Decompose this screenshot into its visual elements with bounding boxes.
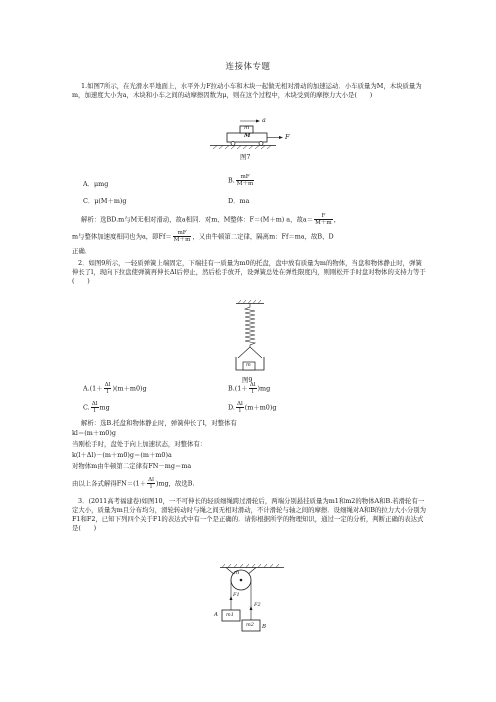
- solution-text: 1＋: [135, 479, 147, 488]
- figure-10-label-m2: m2: [246, 622, 254, 628]
- q2-solution-line-3: 当刚松手时，盘处于向上加速状态，对整体有：: [72, 440, 207, 448]
- option-text: mg: [99, 403, 110, 412]
- q1-option-c: C．μ(M＋m)g: [83, 197, 127, 205]
- fraction-numerator: Δl: [104, 382, 111, 388]
- option-text: (m＋m0)g: [114, 384, 147, 393]
- fraction-denominator: M＋m: [315, 220, 332, 226]
- q2-solution-line-5: 对物体m由牛顿第二定律有FN－mg＝ma: [72, 462, 192, 470]
- fraction-numerator: Δl: [249, 382, 256, 388]
- option-letter: A.: [83, 384, 90, 393]
- q2-solution-line-6: 由以上各式解得FN＝(1＋ $\frac{\Delta l}{l}$ )mg，故选B.: [72, 477, 195, 490]
- figure-10-label-m1: m1: [226, 612, 234, 618]
- figure-7-label-F: F: [285, 133, 290, 141]
- fraction-numerator: mF: [173, 230, 192, 237]
- solution-text: 解析：选BD.m与M无相对滑动，故a相同．对m、M整体：F＝(M＋m) a，故a＝: [81, 215, 314, 224]
- fraction-numerator: Δl: [148, 477, 154, 483]
- fraction-denominator: l: [251, 389, 254, 395]
- q1-option-a: A．μmg: [83, 180, 109, 188]
- fraction-denominator: l: [106, 389, 109, 395]
- option-letter: B.: [228, 384, 235, 393]
- option-text: 1＋: [237, 384, 248, 393]
- question-3-text: 3．(2011高考福建卷)如图10，一不可伸长的轻质细绳跨过滑轮后，两端分别悬挂质量为m1和m2的物体A和B.若滑轮有一定大小，质量为m且分布均匀，滑轮转动时与绳之间无相对滑动，不计滑轮与轴之间的摩擦．设细绳对A和B的拉力大小分别为F1和F2，已知下列四个关于F1的表达式中有一个是正确的．请你根据所学的物理知识，通过一定的分析，判断正确的表达式是( ): [72, 497, 427, 533]
- solution-text: m与整体加速度相同也为a，即Ff＝: [72, 232, 172, 241]
- fraction-numerator: Δl: [91, 401, 98, 407]
- option-letter: C.: [83, 403, 90, 412]
- fraction-denominator: M＋m: [236, 181, 254, 187]
- option-letter: D.: [228, 403, 235, 412]
- figure-10-label-B: B: [262, 624, 267, 630]
- figure-7-label-M: M: [244, 133, 251, 139]
- page-title: 连接体专题: [225, 62, 271, 72]
- figure-10-label-F1: F1: [233, 592, 240, 598]
- solution-text: 由以上各式解得FN＝: [72, 479, 134, 488]
- q1-option-b-prefix: B.: [228, 176, 235, 185]
- figure-10-label-A: A: [214, 612, 218, 618]
- question-2-text: 2．如图9所示，一轻质弹簧上端固定，下端挂有一质量为m0的托盘，盘中放有质量为m的物体，当盘和物体静止时，弹簧伸长了l，现向下拉盘使弹簧再伸长Δl后停止，然后松手放开，设弹簧总处在弹性限度内，则刚松开手时盘对物体的支持力等于( ): [72, 259, 426, 286]
- figure-7-label-m: m: [244, 125, 250, 131]
- q2-option-a: A.(1＋ $\frac{\Delta l}{l}$ )(m＋m0)g: [83, 382, 147, 395]
- q2-option-b: B.(1＋ $\frac{\Delta l}{l}$ )mg: [228, 382, 271, 395]
- q1-option-d: D．ma: [228, 197, 250, 205]
- figure-7-caption: 图7: [240, 153, 251, 161]
- figure-9-caption: 图9: [242, 376, 253, 384]
- figure-10-label-pulley-m: m: [234, 570, 240, 576]
- fraction-numerator: F: [314, 213, 333, 220]
- figure-9-label-m: m: [246, 362, 251, 368]
- fraction-denominator: M＋m: [173, 237, 191, 243]
- option-text: (m＋m0)g: [244, 403, 277, 412]
- fraction-numerator: Δl: [236, 401, 243, 407]
- fraction-denominator: l: [238, 408, 241, 414]
- solution-text: ，: [333, 215, 341, 224]
- option-text: 1＋: [92, 384, 103, 393]
- fraction-denominator: l: [150, 484, 152, 490]
- solution-text: ，又由牛顿第二定律，隔离m：Ff＝ma，故B、D: [192, 232, 334, 241]
- q1-solution-line-3: 正确．: [72, 247, 92, 255]
- fraction-denominator: l: [93, 408, 96, 414]
- figure-7-label-a: a: [262, 116, 266, 124]
- q2-solution-line-4: k(l＋Δl)－(m＋m0)g＝(m＋m0)a: [72, 451, 172, 459]
- fraction-numerator: mF: [236, 174, 255, 181]
- figure-10-label-F2: F2: [254, 602, 261, 608]
- question-1-text: 1.如图7所示，在光滑水平地面上，水平外力F拉动小车和木块一起做无相对滑动的加速运动．小车质量为M，木块质量为m，加速度大小为a，木块和小车之间的动摩擦因数为μ，则在这个过程中，木块受到的摩擦力大小是( ): [72, 82, 422, 100]
- solution-text: mg，故选B.: [158, 479, 195, 488]
- option-text: mg: [260, 384, 271, 393]
- q2-solution-line-2: kl＝(m＋m0)g: [72, 429, 116, 437]
- q2-solution-line-1: 解析：选B.托盘和物体静止时，弹簧伸长了l，对整体有: [81, 419, 237, 427]
